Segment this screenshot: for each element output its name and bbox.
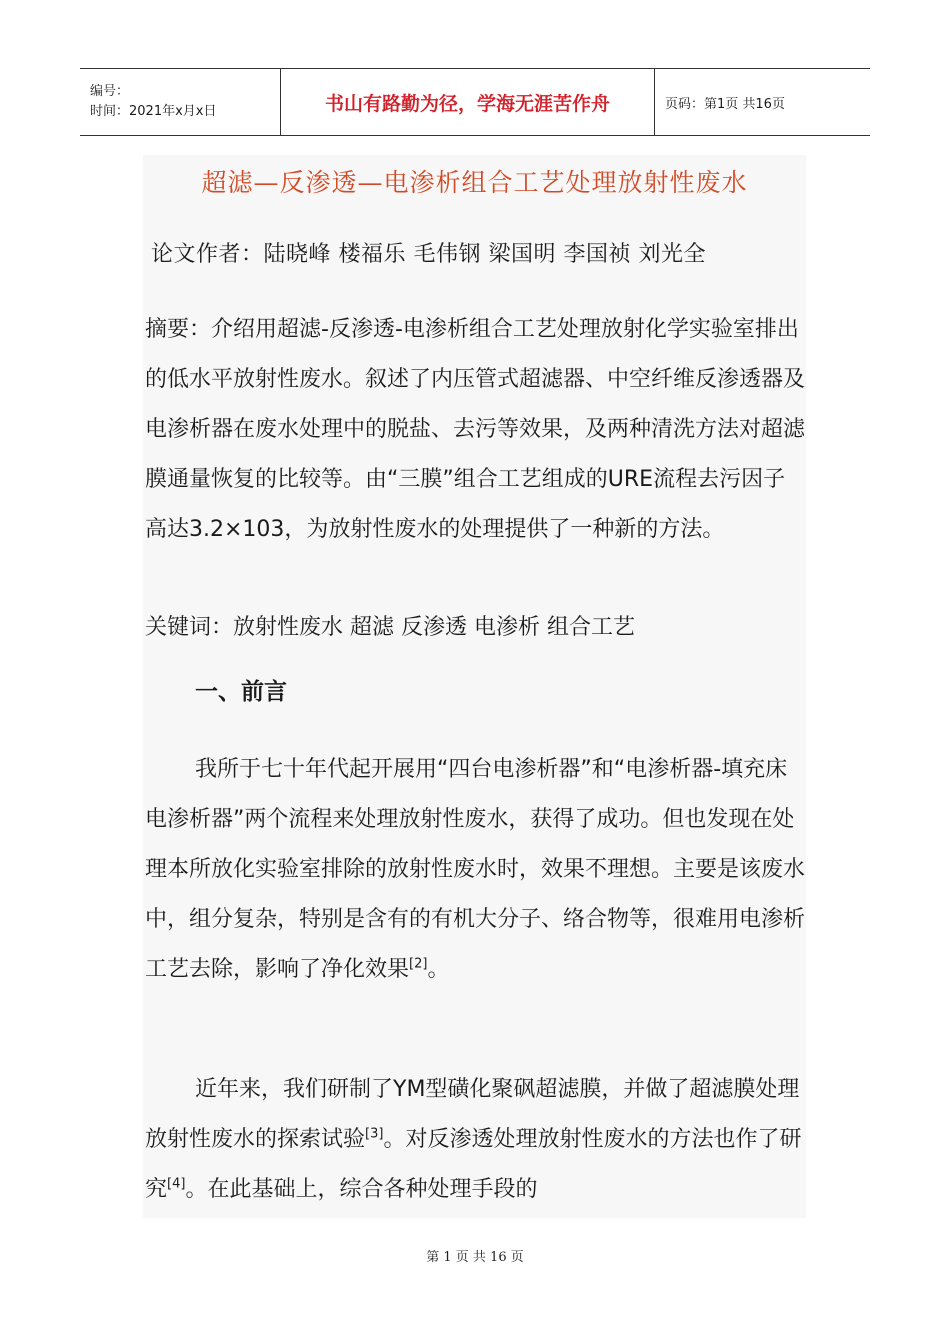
citation-2: [2] xyxy=(409,956,428,972)
para1-end: 。 xyxy=(427,957,450,982)
header-meta xyxy=(80,69,281,135)
intro-paragraph-2 xyxy=(145,1065,805,1215)
paper-title: 超滤—反渗透—电渗析组合工艺处理放射性废水 xyxy=(201,168,748,197)
paper-content xyxy=(143,155,806,1218)
citation-3: [3] xyxy=(365,1126,384,1142)
paper-authors: 论文作者：陆晓峰 楼福乐 毛伟钢 梁国明 李国祯 刘光全 xyxy=(151,242,706,267)
intro-paragraph-1 xyxy=(145,745,805,995)
page-footer: 第 1 页 共 16 页 xyxy=(426,1250,524,1265)
time-label: 时间：2021年x月x日 xyxy=(90,104,217,119)
para2-part-c: 。在此基础上，综合各种处理手段的 xyxy=(185,1177,538,1202)
para2-part-a: 近年来，我们研制了YM型磺化聚砜超滤膜，并做了超滤膜处理放射性废水的探索试验 xyxy=(145,1077,800,1152)
document-header xyxy=(80,68,870,136)
citation-4: [4] xyxy=(167,1176,186,1192)
section-heading: 一、前言 xyxy=(195,679,287,705)
para1-text: 我所于七十年代起开展用“四台电渗析器”和“电渗析器-填充床电渗析器”两个流程来处理放射性废水，获得了成功。但也发现在处理本所放化实验室排除的放射性废水时，效果不理想。主要是该废水中，组分复杂，特别是含有的有机大分子、络合物等，很难用电渗析工艺去除，影响了净化效果 xyxy=(145,757,806,982)
para2-part-b: 。对反渗透处理放射性废水的方法也作了研究 xyxy=(145,1127,802,1202)
number-label: 编号： xyxy=(90,84,130,99)
header-page-cell xyxy=(655,69,870,135)
keywords-line: 关键词：放射性废水 超滤 反渗透 电渗析 组合工艺 xyxy=(145,615,635,640)
header-motto: 书山有路勤为径，学海无涯苦作舟 xyxy=(324,92,610,115)
header-motto-cell xyxy=(281,69,655,135)
abstract-paragraph: 摘要：介绍用超滤-反渗透-电渗析组合工艺处理放射化学实验室排出的低水平放射性废水。叙述了内压管式超滤器、中空纤维反渗透器及电渗析器在废水处理中的脱盐、去污等效果，及两种清洗方法对超滤膜通量恢复的比较等。由“三膜”组合工艺组成的URE流程去污因子高达3.2×103，为放射性废水的处理提供了一种新的方法。 xyxy=(145,317,806,542)
header-page-info: 页码：第1页 共16页 xyxy=(665,96,785,112)
